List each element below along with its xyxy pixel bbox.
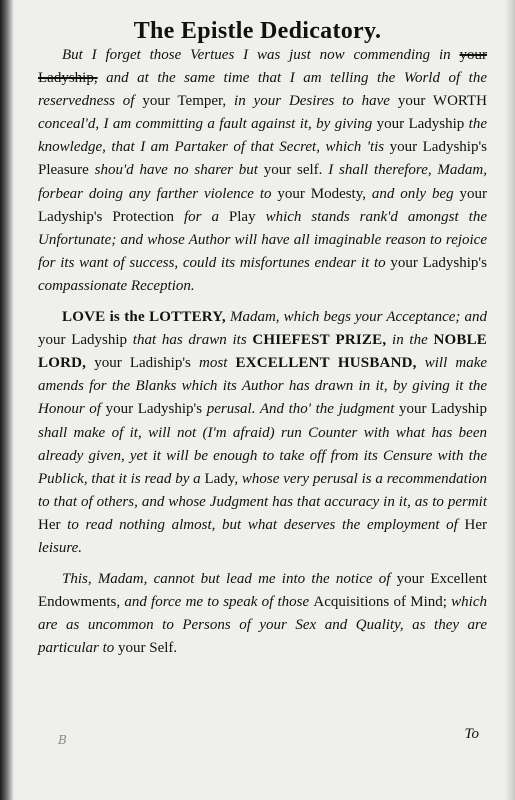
- text-run: Madam, which begs your Acceptance; and: [225, 309, 487, 326]
- page-title: The Epistle Dedicatory.: [133, 18, 382, 44]
- text-run: CHIEFEST PRIZE,: [252, 332, 387, 349]
- catchword: To: [464, 726, 479, 742]
- text-run: your Ladiship's: [94, 355, 191, 372]
- text-run: your Modesty,: [277, 185, 367, 202]
- text-run: and force me to speak of those: [120, 594, 314, 611]
- text-run: But I forget those Vertues I was just now commending in: [62, 47, 460, 63]
- text-run: most: [190, 355, 236, 372]
- text-run: to read nothing almost, but what deserves the employment of: [60, 516, 465, 533]
- text-run: NOBLE LORD,: [38, 332, 488, 372]
- text-run: Acquisitions of Mind;: [313, 594, 447, 611]
- text-run: for a: [174, 208, 229, 225]
- text-run: that has drawn its: [127, 332, 253, 349]
- text-run: and at the same time that I am telling the World of the reservedness of: [38, 70, 487, 110]
- text-run: your Self.: [118, 640, 178, 657]
- dedication-text: [38, 44, 487, 668]
- paragraph-3: [38, 568, 487, 660]
- text-run: Lady,: [204, 470, 239, 487]
- text-run: I shall therefore, Madam, forbear doing any farther violence to: [38, 162, 487, 202]
- text-run: your Temper,: [142, 93, 227, 110]
- text-run: your Ladyship's Pleasure: [38, 139, 487, 179]
- text-run: your Ladyship: [38, 332, 128, 349]
- text-run: the knowledge, that I am Partaker of that Secret, which 'tis: [38, 116, 487, 156]
- text-run: your Ladyship's: [105, 401, 203, 418]
- text-run: Her: [38, 516, 61, 533]
- text-run: [86, 355, 94, 371]
- paragraph-1: [38, 44, 487, 298]
- text-run: conceal'd, I am committing a fault against it, by giving: [38, 116, 377, 133]
- text-run: your Ladyship: [399, 401, 487, 418]
- text-run: your Ladyship's Protection: [38, 185, 487, 225]
- text-run: in your Desires to have: [226, 93, 398, 110]
- text-run: leisure.: [38, 539, 83, 556]
- text-run: your WORTH: [397, 93, 487, 110]
- text-run: and only beg: [366, 185, 460, 202]
- text-run: Play: [228, 208, 256, 225]
- text-run: shou'd have no sharer but: [88, 162, 264, 179]
- text-run: your Excellent Endowments,: [38, 571, 487, 611]
- text-run: whose very perusal is a recommendation to that of others, and whose Judgment has that accuracy in it, as to permit: [38, 470, 487, 510]
- text-run: your Ladyship's: [390, 254, 487, 271]
- text-run: shall make of it, will not (I'm afraid) run Counter with what has been already given, yet it will be enough to take off from its Censure with the Publick, that it is read by a: [38, 424, 487, 487]
- text-run: your Ladyship,: [38, 47, 487, 87]
- text-run: EXCELLENT HUSBAND,: [235, 355, 417, 372]
- text-run: which stands rank'd amongst the Unfortunate; and whose Author will have all imaginable reason to rejoice for its want of success, could its misfortunes endear it to: [38, 208, 487, 271]
- text-run: will make amends for the Blanks which its Author has drawn in it, by giving it the Honour of: [38, 355, 488, 418]
- text-run: Her: [464, 516, 487, 533]
- text-run: which are as uncommon to Persons of your Sex and Quality, as they are particular to: [38, 594, 487, 657]
- text-run: your self.: [263, 162, 323, 179]
- text-run: perusal. And tho' the judgment: [202, 401, 400, 418]
- text-run: This, Madam, cannot but lead me into the notice of: [62, 571, 397, 588]
- signature-mark: B: [58, 733, 67, 747]
- text-run: your Ladyship: [376, 116, 465, 133]
- text-run: LOVE is the LOTTERY,: [62, 309, 226, 326]
- paragraph-2: [38, 306, 487, 560]
- text-run: in the: [386, 332, 434, 349]
- text-run: compassionate Reception.: [38, 277, 195, 294]
